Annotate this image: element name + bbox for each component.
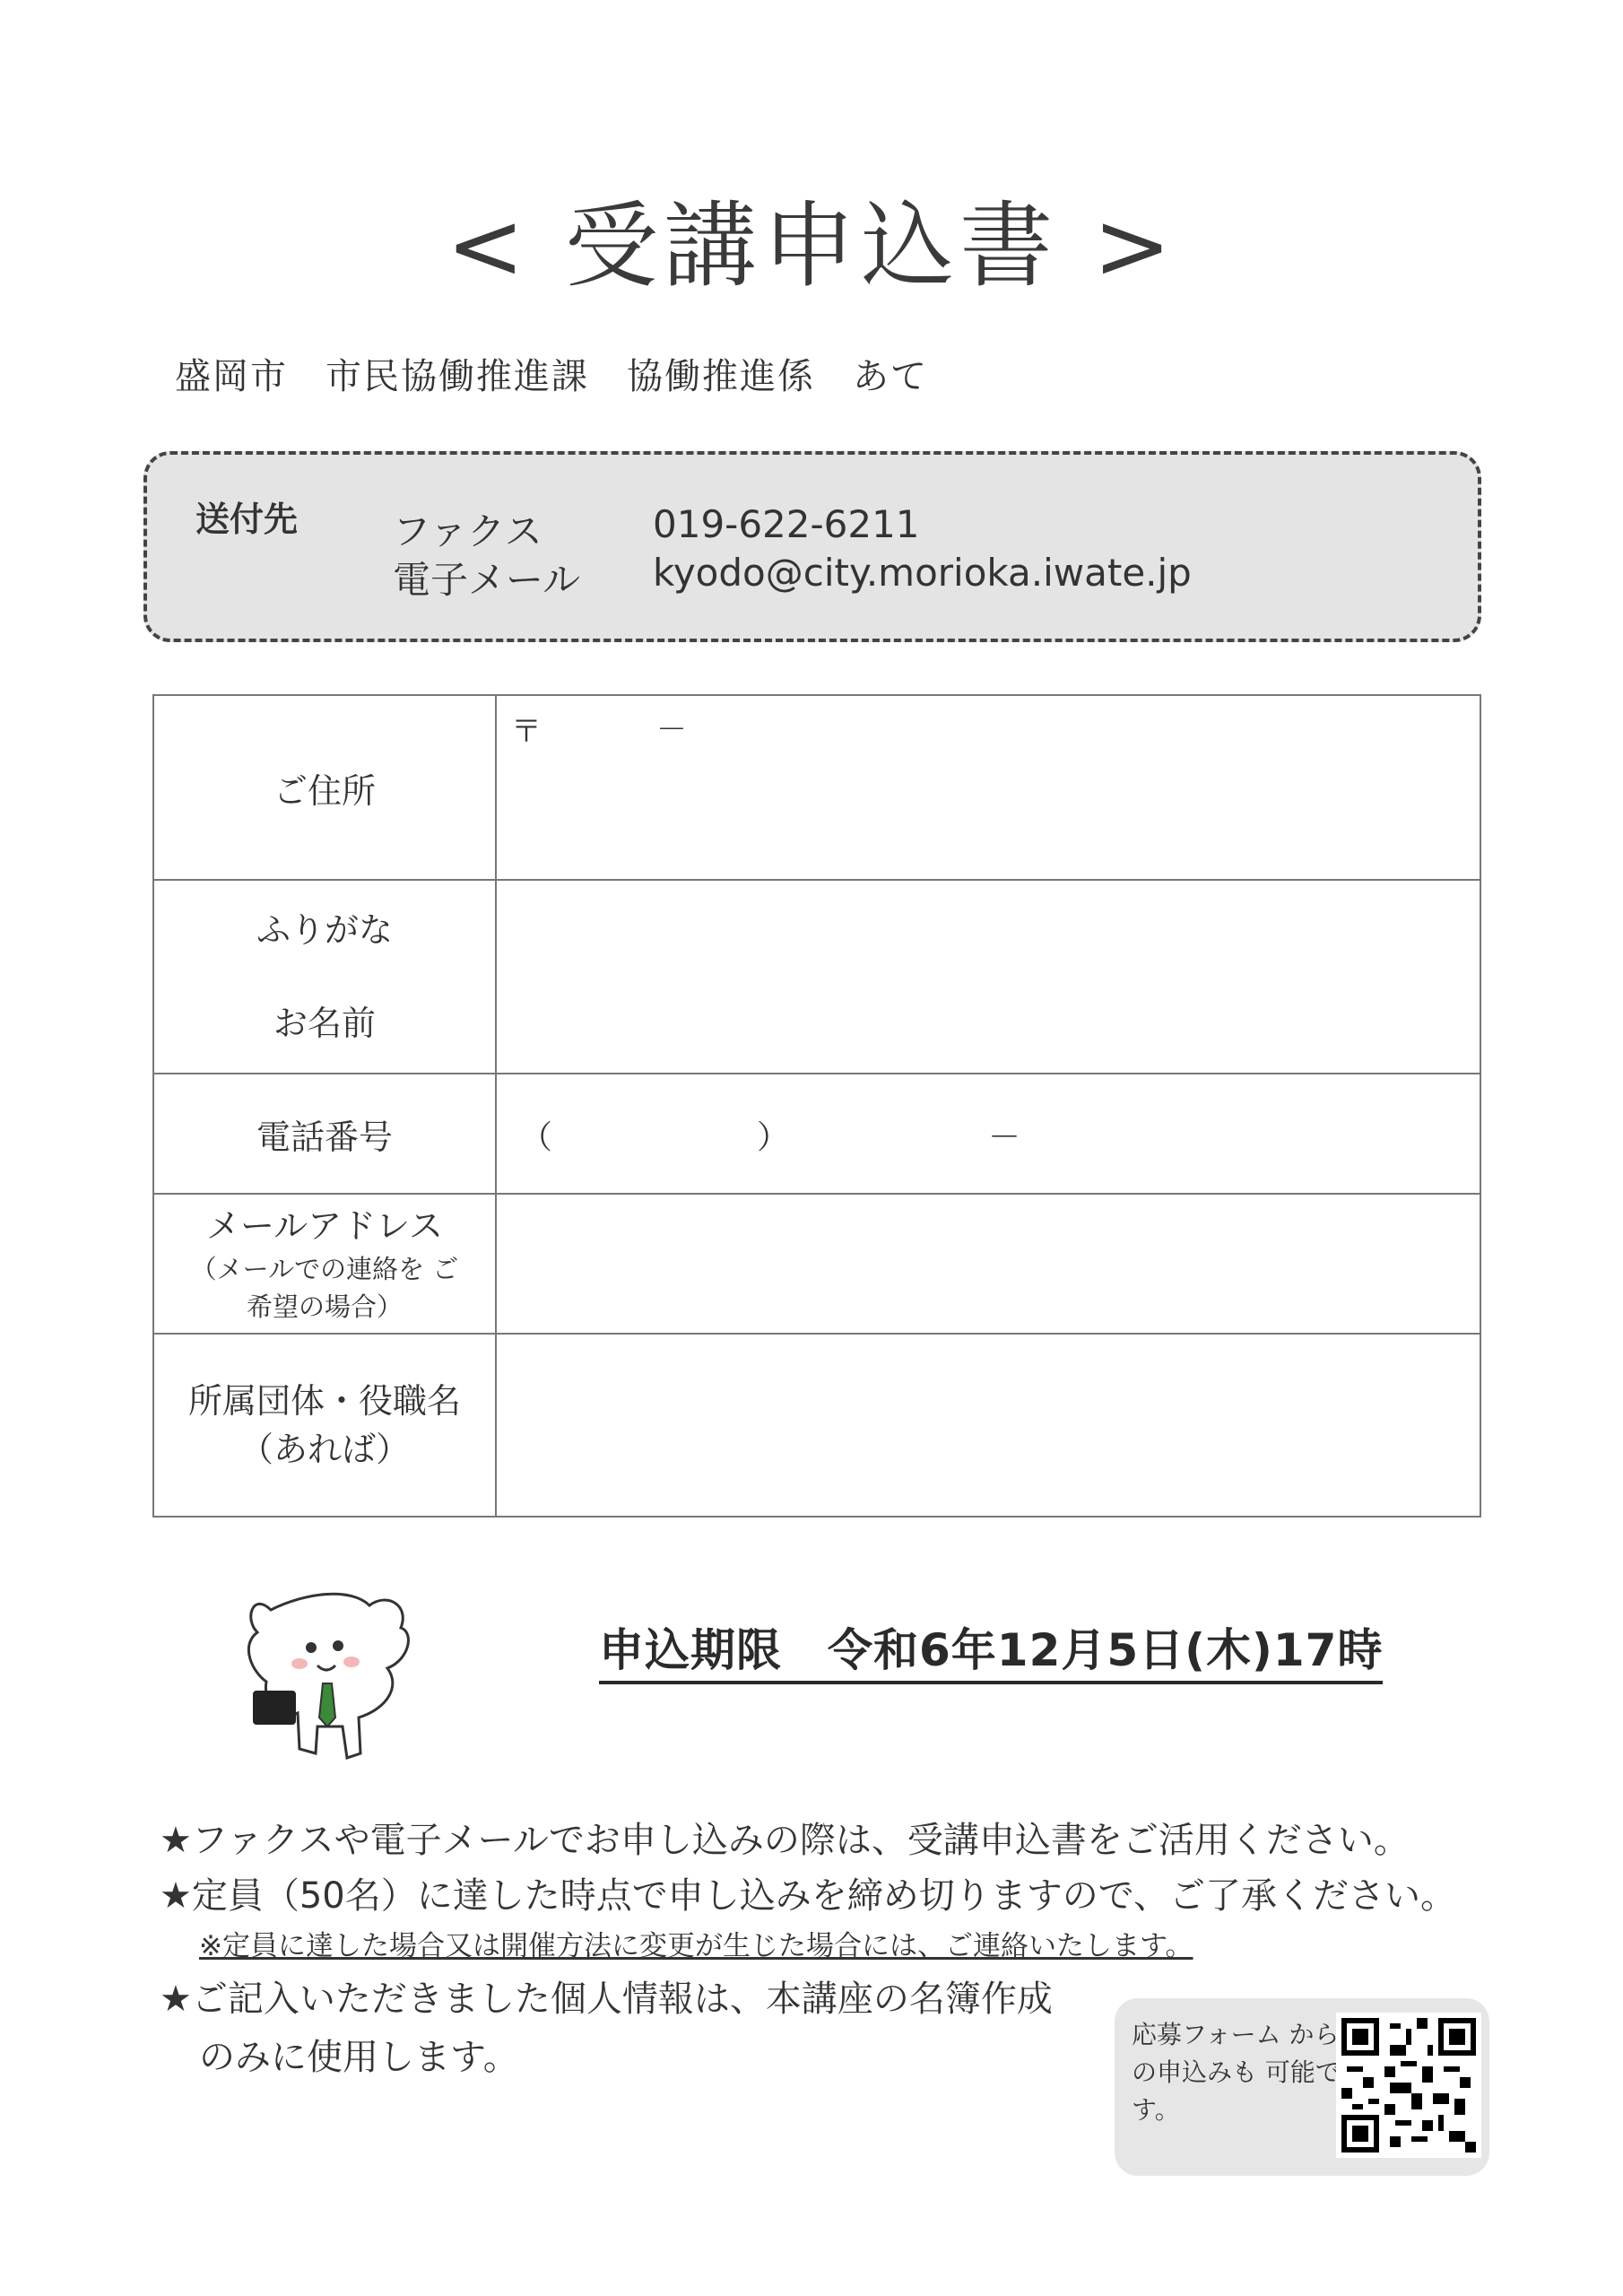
org-note: （あれば）	[239, 1430, 410, 1469]
name-label-cell	[153, 880, 496, 1074]
note-capacity: ★定員（50名）に達した時点で申し込みを締め切りますので、ご了承ください。	[160, 1875, 1456, 1917]
org-label-cell	[153, 1334, 496, 1517]
note-privacy-line1: ★ご記入いただきました個人情報は、本講座の名簿作成	[160, 1979, 1053, 2020]
address-label: ご住所	[153, 695, 496, 880]
qr-code-image[interactable]	[1336, 2013, 1481, 2158]
fax-label: ファクス	[393, 509, 542, 553]
email-field-label: メールアドレス	[205, 1206, 444, 1246]
postal-dash: －	[656, 712, 687, 748]
mascot-illustration	[235, 1583, 420, 1762]
note-contact: ※定員に達した場合又は開催方法に変更が生じた場合には、ご連絡いたします。	[199, 1930, 1193, 1962]
name-label: お名前	[273, 1004, 376, 1043]
name-field[interactable]	[496, 880, 1480, 1074]
email-field[interactable]	[496, 1194, 1480, 1334]
qr-caption: 応募フォーム からの申込みも 可能です。	[1132, 2020, 1341, 2125]
table-row	[153, 1194, 1480, 1334]
postal-mark: 〒	[511, 714, 542, 750]
note-privacy-line2: のみに使用します。	[199, 2037, 519, 2078]
table-row	[153, 880, 1480, 1074]
table-row	[153, 1074, 1480, 1194]
phone-dash: －	[988, 1119, 1021, 1156]
deadline: 申込期限 令和6年12月5日(木)17時	[599, 1614, 1383, 1684]
application-form	[152, 694, 1481, 1518]
address-field[interactable]	[496, 695, 1480, 880]
email-note: （メールでの連絡を ご希望の場合）	[190, 1254, 459, 1322]
page-title: < 受講申込書 >	[446, 191, 1177, 300]
phone-open-paren: （	[520, 1119, 553, 1156]
fax-number: 019-622-6211	[653, 502, 920, 546]
furigana-label: ふりがな	[256, 910, 393, 950]
email-label: 電子メール	[393, 558, 581, 602]
table-row	[153, 1334, 1480, 1517]
addressee: 盛岡市 市民協働推進課 協働推進係 あて	[175, 356, 928, 397]
phone-close-paren: ）	[757, 1119, 790, 1156]
table-row	[153, 695, 1480, 880]
note-fax-email: ★ファクスや電子メールでお申し込みの際は、受講申込書をご活用ください。	[160, 1820, 1410, 1861]
org-field[interactable]	[496, 1334, 1480, 1517]
send-to-label: 送付先	[195, 500, 299, 539]
email-label-cell	[153, 1194, 496, 1334]
phone-label: 電話番号	[153, 1074, 496, 1194]
send-to-box	[143, 451, 1481, 642]
org-label: 所属団体・役職名	[187, 1381, 461, 1421]
note-privacy	[160, 1970, 1053, 2080]
phone-field[interactable]	[496, 1074, 1480, 1194]
email-address: kyodo@city.morioka.iwate.jp	[653, 551, 1192, 595]
